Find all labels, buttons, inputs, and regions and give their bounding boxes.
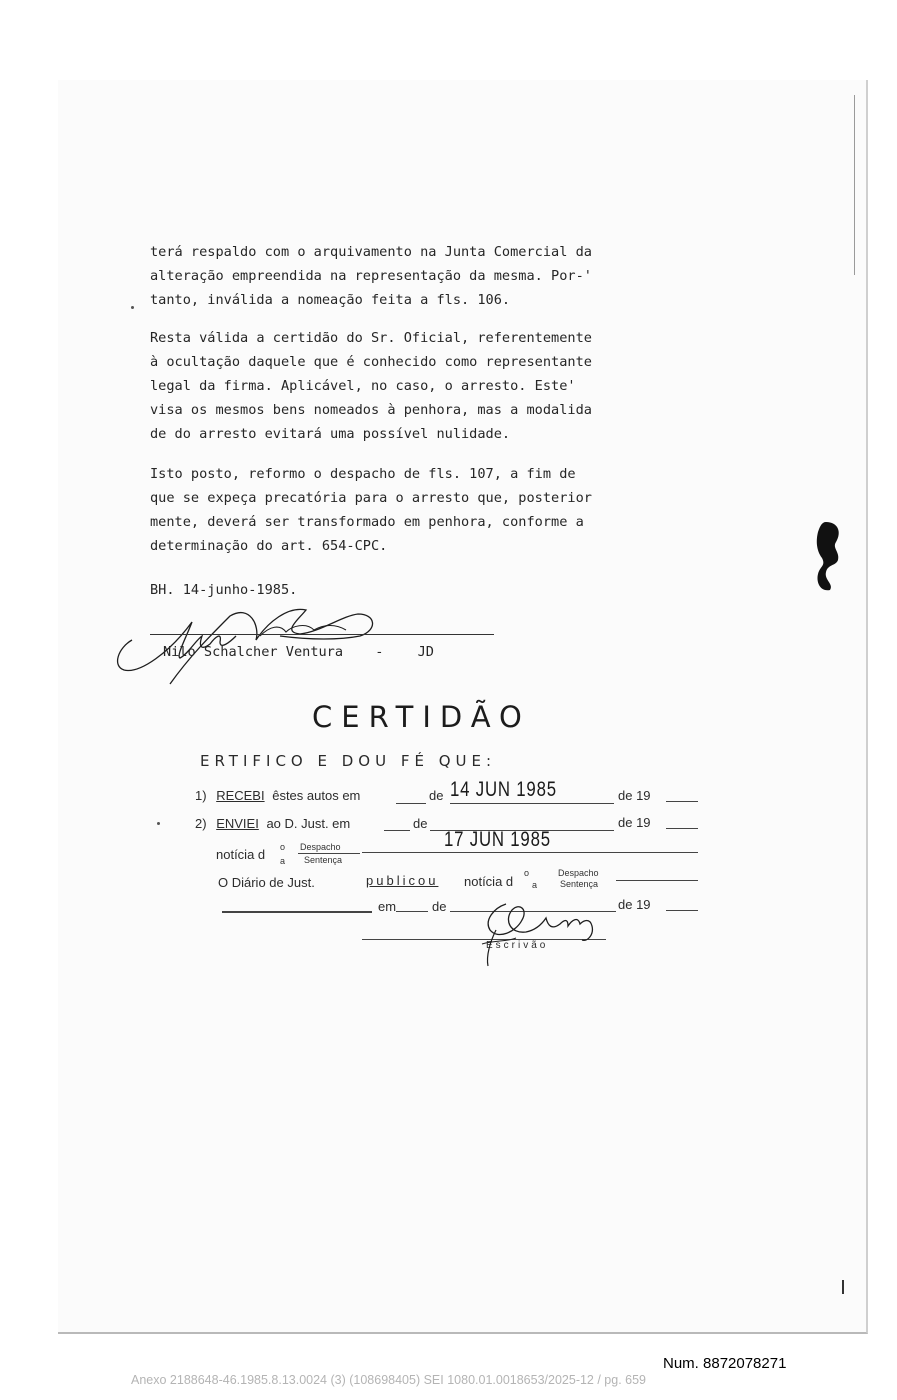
judge-signature bbox=[110, 596, 390, 688]
paragraph-1 bbox=[150, 240, 592, 312]
row-de: de bbox=[429, 788, 444, 803]
cert-row-1 bbox=[195, 788, 360, 803]
blank-line bbox=[362, 852, 698, 853]
text-line: alteração empreendida na representação da mesma. Por-' bbox=[150, 268, 592, 284]
clerk-label: Escrivão bbox=[486, 940, 549, 951]
scan-speck bbox=[854, 95, 855, 275]
judge-title: JD bbox=[417, 644, 434, 660]
blank-line bbox=[616, 880, 698, 881]
blank-line bbox=[384, 830, 410, 831]
row-action: RECEBI bbox=[216, 788, 265, 803]
row-de: de bbox=[432, 899, 447, 914]
row-de: de bbox=[413, 816, 428, 831]
text-line: tanto, inválida a nomeação feita a fls. 106. bbox=[150, 292, 511, 308]
blank-line bbox=[666, 801, 698, 802]
row-action: ENVIEI bbox=[216, 816, 259, 831]
row-text: êstes autos em bbox=[272, 788, 361, 803]
article-o: o bbox=[524, 868, 530, 878]
text-line: de do arresto evitará uma possível nulidade. bbox=[150, 426, 511, 442]
text-line: visa os mesmos bens nomeados à penhora, mas a modalida bbox=[150, 402, 592, 418]
paragraph-2 bbox=[150, 326, 592, 446]
row-index: 1) bbox=[195, 788, 207, 803]
fraction-line bbox=[298, 853, 360, 854]
punch-hole-mark bbox=[812, 520, 846, 592]
blank-line bbox=[450, 803, 614, 804]
text-line: legal da firma. Aplicável, no caso, o arresto. Este' bbox=[150, 378, 576, 394]
article-o: o bbox=[280, 842, 286, 852]
document-reference: Anexo 2188648-46.1985.8.13.0024 (3) (108698405) SEI 1080.01.0018653/2025-12 / pg. 659 bbox=[131, 1373, 647, 1387]
row-em: em bbox=[378, 899, 397, 914]
article-a: a bbox=[532, 880, 538, 890]
row-text: ao D. Just. em bbox=[266, 816, 351, 831]
text-line: que se expeça precatória para o arresto que, posterior bbox=[150, 490, 592, 506]
certificate-title: CERTIDÃO bbox=[312, 700, 531, 734]
option-sentenca: Sentença bbox=[560, 879, 599, 889]
scan-speck bbox=[131, 306, 134, 309]
blank-line bbox=[396, 911, 428, 912]
blank-line bbox=[222, 911, 372, 913]
row-text: notícia d bbox=[216, 847, 266, 862]
row-text: O Diário de Just. bbox=[218, 875, 315, 890]
cert-row-3 bbox=[216, 847, 265, 862]
paragraph-3 bbox=[150, 462, 592, 558]
article-a: a bbox=[280, 856, 286, 866]
cert-row-4 bbox=[218, 875, 315, 890]
scan-speck bbox=[157, 822, 160, 825]
year-label: de 19 bbox=[618, 897, 651, 912]
text-line: determinação do art. 654-CPC. bbox=[150, 538, 388, 554]
cert-row-2 bbox=[195, 816, 350, 831]
option-despacho: Despacho bbox=[300, 842, 341, 852]
judge-block bbox=[163, 644, 434, 660]
scan-speck bbox=[842, 1280, 844, 1294]
publicou-label: publicou bbox=[366, 873, 439, 888]
judge-name: Nilo Schalcher Ventura bbox=[163, 644, 344, 660]
blank-line bbox=[666, 828, 698, 829]
text-line: Resta válida a certidão do Sr. Oficial, referentemente bbox=[150, 330, 592, 346]
received-date-stamp: 14 JUN 1985 bbox=[450, 778, 557, 801]
certify-line: ERTIFICO E DOU FÉ QUE: bbox=[200, 752, 497, 770]
option-despacho: Despacho bbox=[558, 868, 599, 878]
noticia-label: notícia d bbox=[464, 874, 514, 889]
text-line: Isto posto, reformo o despacho de fls. 107, a fim de bbox=[150, 466, 576, 482]
year-label: de 19 bbox=[618, 788, 651, 803]
signature-line bbox=[150, 634, 494, 635]
judge-separator: - bbox=[375, 644, 384, 660]
blank-line bbox=[666, 910, 698, 911]
row-index: 2) bbox=[195, 816, 207, 831]
document-number: Num. 8872078271 bbox=[663, 1355, 787, 1372]
date-line: BH. 14-junho-1985. bbox=[150, 582, 298, 598]
year-label: de 19 bbox=[618, 815, 651, 830]
text-line: mente, deverá ser transformado em penhora, conforme a bbox=[150, 514, 584, 530]
text-line: terá respaldo com o arquivamento na Junta Comercial da bbox=[150, 244, 592, 260]
option-sentenca: Sentença bbox=[304, 855, 343, 865]
blank-line bbox=[396, 803, 426, 804]
clerk-signature bbox=[476, 890, 606, 970]
sent-date-stamp: 17 JUN 1985 bbox=[444, 828, 551, 851]
text-line: à ocultação daquele que é conhecido como representante bbox=[150, 354, 592, 370]
